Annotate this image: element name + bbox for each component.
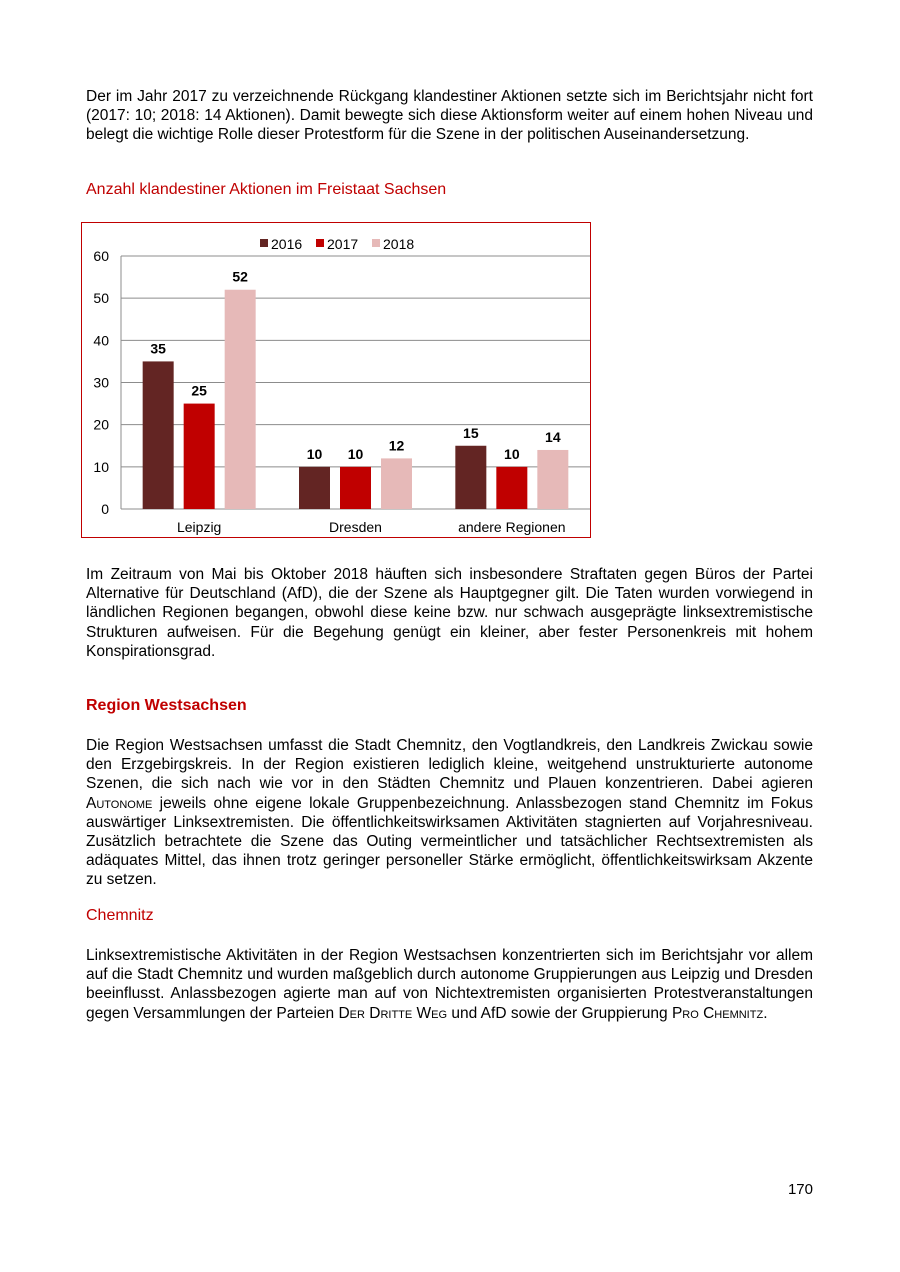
bar bbox=[537, 450, 568, 509]
chart-frame bbox=[81, 222, 591, 538]
data-label: 52 bbox=[232, 268, 248, 285]
bar bbox=[143, 361, 174, 509]
text-segment: Die Region Westsachsen umfasst die Stadt Chemnitz, den Vogtlandkreis, den Landkreis Zwickau sowie den Erzgebirgskreis. In der Region existieren lediglich kleine, weitgehend unstrukturierte autonome Szenen, die sich nach wie vor in den Städten Chemnitz und Plauen konzentrieren. Dabei agieren bbox=[86, 737, 813, 793]
bar-chart bbox=[82, 223, 592, 539]
page-number: 170 bbox=[787, 1181, 813, 1198]
paragraph-afd-offices: Im Zeitraum von Mai bis Oktober 2018 häuften sich insbesondere Straftaten gegen Büros der Partei Alternative für Deutschland (AfD), die der Szene als Hauptgegner gilt. Die Taten wurden vorwiegend in ländlichen Regionen begangen, obwohl diese keine bzw. nur schwach ausgeprägte linksextremistische Strukturen aufweisen. Für die Begehung genügt ein kleiner, aber fester Personenkreis mit hohem Konspirationsgrad. bbox=[86, 566, 813, 660]
legend-label: 2018 bbox=[383, 236, 415, 252]
text-segment: und AfD sowie der Gruppierung bbox=[447, 1004, 672, 1022]
data-label: 10 bbox=[306, 445, 323, 462]
bar bbox=[340, 467, 371, 509]
data-label: 12 bbox=[388, 437, 405, 454]
data-label: 35 bbox=[150, 340, 166, 357]
bar bbox=[496, 467, 527, 509]
legend-swatch bbox=[372, 239, 380, 247]
y-tick-label: 10 bbox=[93, 458, 109, 475]
paragraph-region-westsachsen bbox=[86, 736, 813, 890]
bar bbox=[299, 467, 330, 509]
legend-label: 2017 bbox=[327, 236, 359, 252]
legend-swatch bbox=[316, 239, 324, 247]
data-label: 15 bbox=[463, 424, 479, 441]
data-label: 14 bbox=[545, 428, 561, 445]
x-tick-label: Dresden bbox=[329, 519, 382, 535]
y-tick-label: 30 bbox=[93, 374, 109, 391]
y-tick-label: 50 bbox=[93, 290, 109, 307]
data-label: 10 bbox=[347, 445, 364, 462]
term-der-dritte-weg: Der Dritte Weg bbox=[338, 1004, 448, 1022]
y-tick-label: 0 bbox=[101, 501, 109, 517]
bar bbox=[225, 290, 256, 509]
section-heading: Region Westsachsen bbox=[86, 697, 247, 714]
text-segment: Linksextremistische Aktivitäten in der Region Westsachsen konzentrierten sich im Berichtsjahr vor allem auf die Stadt Chemnitz und wurden maßgeblich durch autonome Gruppierungen aus Leipzig und Dresden beeinflusst. Anlassbezogen agierte man auf von Nichtextremisten organisierten Protestveranstaltungen gegen Versammlungen der Parteien bbox=[86, 947, 813, 1022]
x-tick-label: Leipzig bbox=[176, 519, 222, 535]
data-label: 10 bbox=[504, 445, 520, 462]
bar bbox=[184, 404, 215, 509]
term-autonome: Autonome bbox=[86, 794, 153, 812]
bar bbox=[455, 446, 486, 509]
bar bbox=[381, 458, 412, 509]
legend-swatch bbox=[260, 239, 268, 247]
data-label: 25 bbox=[191, 382, 207, 399]
y-tick-label: 20 bbox=[93, 416, 109, 433]
x-tick-label: andere Regionen bbox=[458, 519, 566, 535]
term-pro-chemnitz: Pro Chemnitz bbox=[671, 1004, 764, 1022]
paragraph-chemnitz bbox=[86, 946, 813, 1023]
intro-paragraph: Der im Jahr 2017 zu verzeichnende Rückgang klandestiner Aktionen setzte sich im Berichtsjahr nicht fort (2017: 10; 2018: 14 Aktionen). Damit bewegte sich diese Aktionsform weiter auf einem hohen Niveau und belegt die wichtige Rolle dieser Protestform für die Szene in der politischen Auseinandersetzung. bbox=[86, 88, 813, 144]
y-tick-label: 60 bbox=[93, 248, 109, 264]
text-segment: jeweils ohne eigene lokale Gruppenbezeichnung. Anlassbezogen stand Chemnitz im Fokus auswärtiger Linksextremisten. Die öffentlichkeitswirksamen Aktivitäten stagnierten auf Vorjahresniveau. Zusätzlich betrachtete die Szene das Outing vermeintlicher und tatsächlicher Rechtsextremisten als adäquates Mittel, das ihnen trotz geringer personeller Stärke ermöglicht, öffentlichkeitswirksam Akzente zu setzen. bbox=[86, 794, 813, 889]
chart-caption: Anzahl klandestiner Aktionen im Freistaat Sachsen bbox=[86, 181, 447, 198]
y-tick-label: 40 bbox=[93, 332, 109, 349]
text-segment: . bbox=[763, 1004, 768, 1022]
legend-label: 2016 bbox=[271, 236, 303, 252]
subheading-chemnitz: Chemnitz bbox=[86, 907, 154, 924]
